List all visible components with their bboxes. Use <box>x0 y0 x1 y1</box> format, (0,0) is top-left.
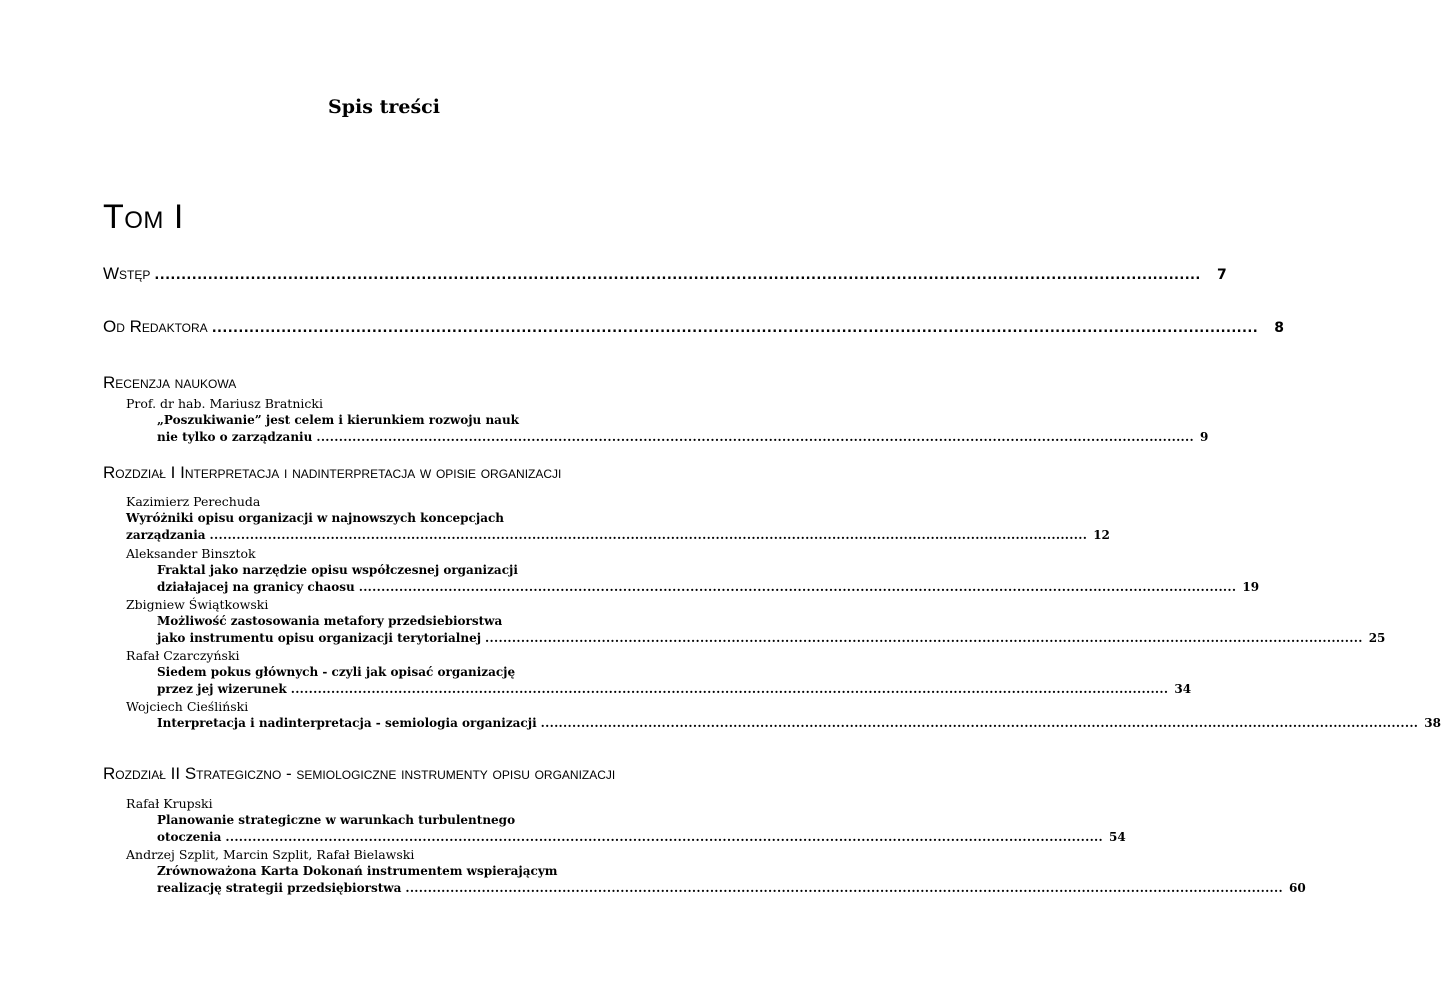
toc-entry[interactable] <box>126 395 1209 446</box>
entry-author: Zbigniew Świątkowski <box>126 597 269 612</box>
dot-leader: .................................................................................................................................................................................................... <box>154 268 1201 283</box>
dot-leader: .................................................................................................................................................................................................... <box>290 682 1169 696</box>
page-number: 25 <box>1368 631 1386 645</box>
toc-entry[interactable] <box>126 493 1110 544</box>
entry-title-last-line <box>126 527 1110 544</box>
entry-title-last-line <box>126 681 1192 698</box>
entry-title-last-line <box>126 630 1386 647</box>
toc-entry[interactable] <box>126 647 1192 698</box>
page-number: 12 <box>1093 528 1110 542</box>
entry-author: Andrzej Szplit, Marcin Szplit, Rafał Bielawski <box>126 847 415 862</box>
dot-leader: .................................................................................................................................................................................................... <box>225 830 1104 844</box>
section-heading-rozdzial-1: Rozdział I Interpretacja i nadinterpretacja w opisie organizacji <box>103 463 562 482</box>
volume-heading: Tom I <box>103 198 184 236</box>
entry-title-line: Możliwość zastosowania metafory przedsiebiorstwa <box>157 614 503 628</box>
entry-author: Rafał Czarczyński <box>126 648 240 663</box>
entry-title: działajacej na granicy chaosu <box>157 580 355 594</box>
entry-title-last-line <box>126 579 1260 596</box>
entry-title-line: Planowanie strategiczne w warunkach turbulentnego <box>157 813 516 827</box>
dot-leader: .................................................................................................................................................................................................... <box>211 321 1259 336</box>
dot-leader: .................................................................................................................................................................................................... <box>358 580 1237 594</box>
page-number: 8 <box>1274 320 1285 336</box>
entry-author: Rafał Krupski <box>126 796 213 811</box>
page-number: 60 <box>1288 881 1306 895</box>
dot-leader: .................................................................................................................................................................................................... <box>316 430 1194 444</box>
toc-entry[interactable] <box>126 846 1306 897</box>
dot-leader: .................................................................................................................................................................................................... <box>405 881 1283 895</box>
page-number: 34 <box>1174 682 1192 696</box>
section-heading-rozdzial-2: Rozdział II Strategiczno - semiologiczne instrumenty opisu organizacji <box>103 764 616 783</box>
entry-title-line: Zrównoważona Karta Dokonań instrumentem wspierającym <box>157 864 558 878</box>
entry-title-line: Fraktal jako narzędzie opisu współczesnej organizacji <box>157 563 518 577</box>
toc-entry[interactable] <box>126 596 1386 647</box>
toc-entry[interactable] <box>126 545 1260 596</box>
entry-author: Prof. dr hab. Mariusz Bratnicki <box>126 396 323 411</box>
page-number: 38 <box>1424 716 1441 730</box>
entry-title: przez jej wizerunek <box>157 682 287 696</box>
toc-label: Od Redaktora <box>103 317 208 336</box>
entry-title: zarządzania <box>126 528 206 542</box>
toc-row-wstep[interactable] <box>103 264 1227 284</box>
page-number: 7 <box>1216 267 1227 283</box>
entry-title-last-line <box>126 715 1441 732</box>
entry-title: nie tylko o zarządzaniu <box>157 430 313 444</box>
entry-title-last-line <box>126 429 1209 446</box>
entry-author: Aleksander Binsztok <box>126 546 256 561</box>
page-number: 19 <box>1242 580 1260 594</box>
page-number: 9 <box>1199 430 1209 444</box>
dot-leader: .................................................................................................................................................................................................... <box>485 631 1363 645</box>
dot-leader: .................................................................................................................................................................................................... <box>540 716 1419 730</box>
entry-author: Wojciech Cieśliński <box>126 699 249 714</box>
page-number: 54 <box>1109 830 1126 844</box>
entry-title-line: Wyróżniki opisu organizacji w najnowszych koncepcjach <box>126 511 505 525</box>
entry-title-line: Siedem pokus głównych - czyli jak opisać organizację <box>157 665 516 679</box>
page-title: Spis treści <box>328 96 440 118</box>
section-heading-recenzja: Recenzja naukowa <box>103 373 237 392</box>
entry-title-line: „Poszukiwanie” jest celem i kierunkiem rozwoju nauk <box>157 413 519 427</box>
entry-author: Kazimierz Perechuda <box>126 494 261 509</box>
entry-title: Interpretacja i nadinterpretacja - semiologia organizacji <box>157 716 537 730</box>
entry-title-last-line <box>126 829 1126 846</box>
dot-leader: .................................................................................................................................................................................................... <box>209 528 1088 542</box>
entry-title-last-line <box>126 880 1306 897</box>
entry-title: otoczenia <box>157 830 222 844</box>
toc-entry[interactable] <box>126 795 1126 846</box>
entry-title: realizację strategii przedsiębiorstwa <box>157 881 402 895</box>
toc-row-od-redaktora[interactable] <box>103 317 1285 337</box>
toc-label: Wstęp <box>103 264 151 283</box>
toc-entry[interactable] <box>126 698 1441 732</box>
entry-title: jako instrumentu opisu organizacji terytorialnej <box>157 631 482 645</box>
